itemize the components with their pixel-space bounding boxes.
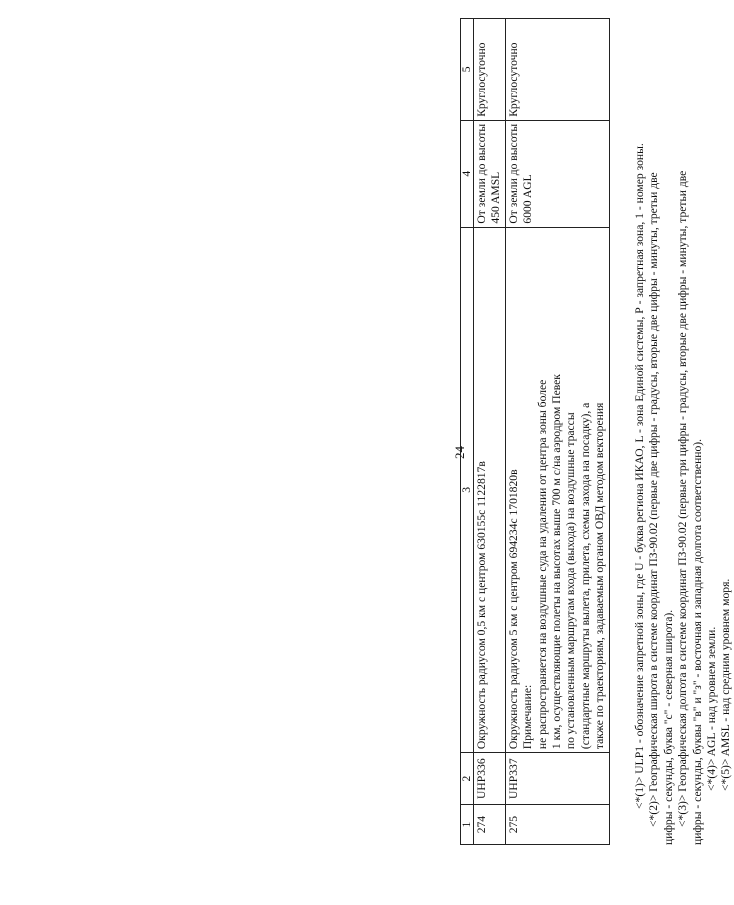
zone-time: Круглосуточно [505,19,609,121]
header-cell-5: 5 [461,19,474,121]
height-line: От земли до высоты [506,123,520,224]
zone-code: UHP336 [474,753,506,805]
description-line: также по траекториям, задаваемым органом ОВД методом векторения [593,402,607,750]
description-line: 1 км, осуществляющие полеты на высотах выше 700 м с/на аэродром Певек [550,374,564,750]
height-line: От земли до высоты [475,123,488,224]
description-line: (стандартные маршруты вылета, прилета, схемы захода на посадку), а [578,402,592,750]
footnote-line: <*(4)> AGL - над уровнем земли. [705,626,719,791]
zone-height [505,120,609,227]
zone-description [505,227,609,753]
footnote-line: <*(2)> Географическая широта в системе координат ПЗ-90.02 (первые две цифры - градусы, вторые две цифры - минуты, третьи две [647,172,661,827]
header-cell-4: 4 [461,120,474,227]
header-cell-1: 1 [461,805,474,845]
zone-height [474,120,506,227]
footnote-line: <*(3)> Географическая долгота в системе координат ПЗ-90.02 (первые три цифры - градусы, вторые две цифры - минуты, третьи две [676,170,690,827]
description-line: Окружность радиусом 0,5 км с центром 630155с 1122817в [475,461,488,750]
description-line: Окружность радиусом 5 км с центром 694234с 1701820в [506,469,520,750]
table-row [505,19,609,845]
header-cell-3: 3 [461,227,474,753]
row-number: 275 [505,805,609,845]
description-line: по установленным маршрутам входа (выхода) на воздушные трассы [564,412,578,750]
row-number: 274 [474,805,506,845]
table-row [474,19,506,845]
zones-table [460,18,610,845]
table-header-row [461,19,474,845]
description-line: не распространяется на воздушные суда на удалении от центра зоны более [535,379,549,750]
zone-code: UHP337 [505,753,609,805]
footnotes [633,15,734,845]
zone-description [474,227,506,753]
footnote-line: <*(5)> AMSL - над средним уровнем моря. [719,578,733,791]
zone-time: Круглосуточно [474,19,506,121]
description-line: Примечание: [521,684,535,750]
footnote-line: <*(1)> ULP1 - обозначение запретной зоны, где U - буква региона ИКАО, L - зона Единой системы, Р - запретная зона, 1 - номер зоны. [633,143,646,809]
footnote-line: цифры - секунды, буквы "в" и "з" - восточная и западная долгота соответственно). [690,438,704,845]
height-line: 6000 AGL [521,174,535,224]
height-line: 450 AMSL [489,171,503,224]
header-cell-2: 2 [461,753,474,805]
page-number: 24 [452,446,467,459]
footnote-line: цифры - секунды, буква "с" - северная широта). [661,609,675,845]
